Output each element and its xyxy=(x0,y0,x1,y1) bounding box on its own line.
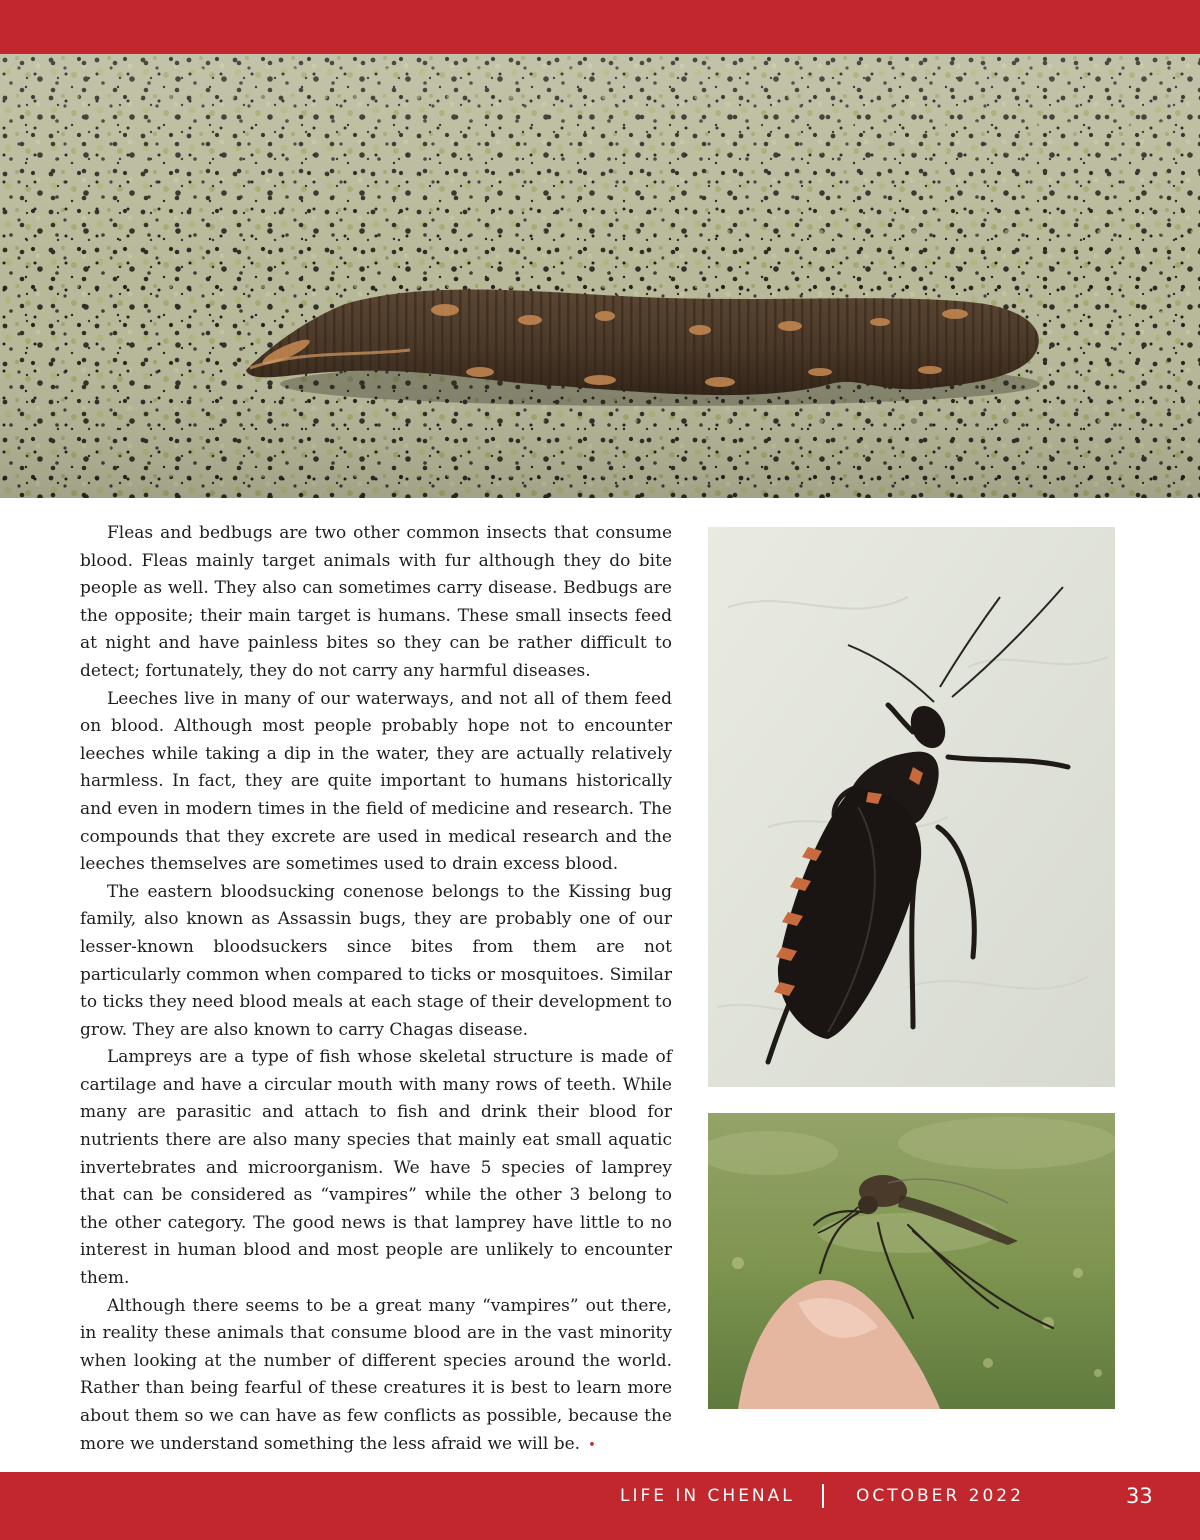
article-body xyxy=(80,520,672,1459)
leech-photo xyxy=(0,54,1200,498)
kissing-bug-photo-icon xyxy=(708,527,1115,1087)
article-paragraph-text: Although there seems to be a great many “vampires” out there, in reality these animals that consume blood are in the vast minority when looking at the number of different species around the world. Rather than being fearful of these creatures it is best to learn more about them so we can have as few conflicts as possible, because the more we understand something the less afraid we will be. xyxy=(80,1295,672,1454)
top-color-band xyxy=(0,0,1200,54)
article-paragraph: Fleas and bedbugs are two other common insects that consume blood. Fleas mainly target animals with fur although they do bite people as well. They also can sometimes carry disease. Bedbugs are the opposite; their main target is humans. These small insects feed at night and have painless bites so they can be rather difficult to detect; fortunately, they do not carry any harmful diseases. xyxy=(80,523,672,681)
article-paragraph: Leeches live in many of our waterways, and not all of them feed on blood. Although most people probably hope not to encounter leeches while taking a dip in the water, they are actually relatively harmless. In fact, they are quite important to humans historically and even in modern times in the field of medicine and research. The compounds that they excrete are used in medical research and the leeches themselves are sometimes used to drain excess blood. xyxy=(80,688,672,875)
footer-divider xyxy=(822,1484,824,1508)
mosquito-photo xyxy=(708,1113,1115,1409)
end-mark-icon: • xyxy=(588,1437,596,1453)
issue-date: OCTOBER 2022 xyxy=(856,1486,1024,1506)
article-paragraph: The eastern bloodsucking conenose belongs to the Kissing bug family, also known as Assassin bugs, they are probably one of our lesser-known bloodsuckers since bites from them are not particularly common when compared to ticks or mosquitoes. Similar to ticks they need blood meals at each stage of their development to grow. They are also known to carry Chagas disease. xyxy=(80,881,672,1040)
page-number: 33 xyxy=(1126,1484,1153,1508)
leech-photo-icon xyxy=(0,54,1200,498)
mosquito-photo-icon xyxy=(708,1113,1115,1409)
article-paragraph-last xyxy=(80,1293,672,1460)
article-paragraph: Lampreys are a type of fish whose skeletal structure is made of cartilage and have a circular mouth with many rows of teeth. While many are parasitic and attach to fish and drink their blood for nutrients there are also many species that mainly eat small aquatic invertebrates and microorganism. We have 5 species of lamprey that can be considered as “vampires” while the other 3 belong to the other category. The good news is that lamprey have little to no interest in human blood and most people are unlikely to encounter them. xyxy=(80,1047,672,1289)
publication-name: LIFE IN CHENAL xyxy=(620,1486,795,1506)
page-footer xyxy=(0,1472,1200,1540)
kissing-bug-photo xyxy=(708,527,1115,1087)
